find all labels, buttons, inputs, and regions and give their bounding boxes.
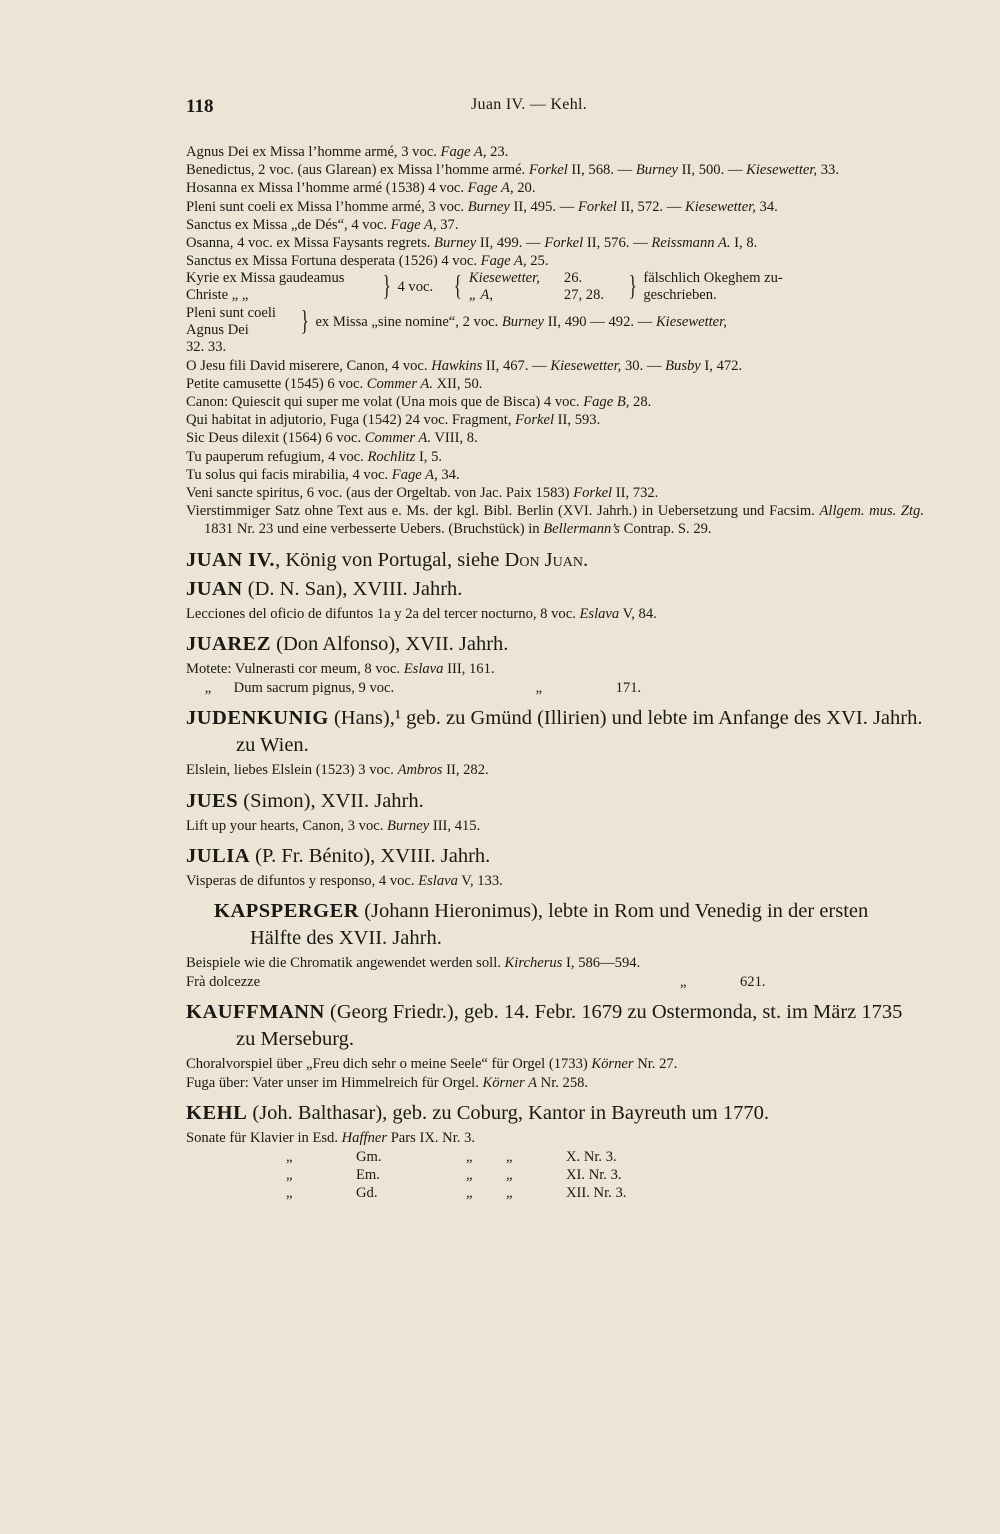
ditto-mark: „ xyxy=(680,973,687,990)
brace-right: } xyxy=(382,270,391,302)
work-title: Osanna, 4 voc. ex Missa Faysants regrets. xyxy=(186,235,435,252)
work-key: Em. xyxy=(356,1166,380,1183)
work-title: Qui habitat in adjutorio, Fuga (1542) 24 voc. Fragment, xyxy=(186,412,516,429)
ditto-mark: „ xyxy=(466,1148,473,1165)
kauffmann-works xyxy=(186,1055,924,1092)
pleni-desc: ex Missa „sine nomine“, 2 voc. xyxy=(315,313,502,330)
work-ref: I, 8. xyxy=(730,235,758,252)
work-source: Kiesewetter, xyxy=(746,162,818,179)
work-entry xyxy=(186,161,924,179)
composer-juan-iv xyxy=(186,547,924,574)
work-entry xyxy=(186,954,924,972)
work-source: Burney xyxy=(387,817,430,834)
work-ref: II, 732. xyxy=(612,485,659,502)
work-source: Ambros xyxy=(397,762,443,779)
ditto-mark: „ xyxy=(204,679,212,696)
work-entry xyxy=(186,973,924,991)
work-title: Elslein, liebes Elslein (1523) 3 voc. xyxy=(186,762,398,779)
kyrie-number: 26. xyxy=(563,270,583,287)
work-ref: 23. xyxy=(486,144,509,160)
kyrie-voc: 4 voc. xyxy=(397,278,434,295)
work-ref: 34. xyxy=(755,198,778,215)
work-entry xyxy=(186,393,924,411)
work-title: Vulnerasti cor meum, 8 voc. xyxy=(234,661,404,678)
composer-name: JUDENKUNIG xyxy=(186,707,329,730)
kyrie-note-1: fälschlich Okeghem zu- xyxy=(643,270,783,287)
work-source: Burney xyxy=(635,162,679,179)
work-ref: 25. xyxy=(526,253,549,270)
brace-pleni: } xyxy=(300,305,309,337)
composer-name: KAPSPERGER xyxy=(214,900,360,923)
work-entry xyxy=(186,761,924,779)
work-title: Sanctus ex Missa „de Dés“, 4 voc. xyxy=(186,216,391,233)
work-source: Forkel xyxy=(573,485,613,502)
composer-name: KEHL xyxy=(186,1102,248,1125)
work-source: Fage A, xyxy=(440,144,487,160)
work-entry xyxy=(186,872,924,890)
work-ref: 621. xyxy=(740,973,766,990)
work-ref: I, 472. xyxy=(700,357,743,374)
work-title: Lecciones del oficio de difuntos 1a y 2a del tercer nocturno, 8 voc. xyxy=(186,605,580,622)
brace-right-2: } xyxy=(628,270,637,302)
work-entry xyxy=(186,234,924,252)
work-entry xyxy=(186,605,924,623)
work-source: Forkel xyxy=(577,198,617,215)
composer-jues xyxy=(186,788,924,815)
work-source: Körner A xyxy=(482,1074,537,1091)
composer-kapsperger xyxy=(186,898,924,952)
composer-info: (D. N. San), XVIII. Jahrh. xyxy=(242,577,463,600)
work-title: Tu solus qui facis mirabilia, 4 voc. xyxy=(186,466,392,483)
work-title: Veni sancte spiritus, 6 voc. (aus der Orgeltab. von Jac. Paix 1583) xyxy=(186,485,574,502)
work-ref: II, 282. xyxy=(442,762,489,779)
work-entry xyxy=(186,448,924,466)
work-entry xyxy=(186,466,924,484)
work-ref: II, 572. — xyxy=(616,198,685,215)
work-label: Motete: xyxy=(186,661,232,678)
work-source: Eslava xyxy=(403,661,444,678)
work-entry xyxy=(186,143,924,161)
work-title: Sic Deus dilexit (1564) 6 voc. xyxy=(186,430,365,447)
entries-mid xyxy=(186,357,924,539)
pleni-line: Pleni sunt coeli xyxy=(186,305,276,322)
work-ref: V, 84. xyxy=(619,605,657,622)
work-title: Fuga über: Vater unser im Himmelreich für Orgel. xyxy=(186,1074,483,1091)
work-entry xyxy=(186,1074,924,1092)
work-ref: 28. xyxy=(629,394,652,411)
work-ref: Nr. 258. xyxy=(537,1074,589,1091)
work-title: Benedictus, 2 voc. (aus Glarean) ex Missa l’homme armé. xyxy=(186,162,529,179)
work-entry xyxy=(186,429,924,447)
work-ref: 34. xyxy=(437,466,460,483)
work-source: Commer A. xyxy=(366,375,433,392)
kyrie-source: Kiesewetter, xyxy=(468,270,540,287)
work-source: Eslava xyxy=(579,605,620,622)
pleni-tail-2: 32. 33. xyxy=(186,339,227,356)
composer-name: JULIA xyxy=(186,845,251,868)
composer-julia xyxy=(186,843,924,870)
work-title: Choralvorspiel über „Freu dich sehr o meine Seele“ für Orgel (1733) xyxy=(186,1056,592,1073)
work-entry xyxy=(186,679,924,698)
christe-number: 27, 28. xyxy=(563,286,605,303)
composer-name: KAUFFMANN xyxy=(186,1001,325,1024)
entries-top xyxy=(186,143,924,270)
kyrie-note-2: geschrieben. xyxy=(643,286,717,303)
work-title: Canon: Quiescit qui super me volat (Una mois que de Bisca) 4 voc. xyxy=(186,394,584,411)
work-ref: Pars IX. Nr. 3. xyxy=(387,1130,476,1147)
work-source: Forkel xyxy=(544,235,584,252)
work-source: Burney xyxy=(467,198,510,215)
work-ref: X. Nr. 3. xyxy=(566,1148,617,1165)
page-number: 118 xyxy=(186,96,214,117)
work-ref: II, 576. — xyxy=(583,235,652,252)
composer-info: (Hans),¹ geb. zu Gmünd (Illirien) und lebte im Anfange des XVI. Jahrh. zu Wien. xyxy=(236,707,923,757)
ditto-mark: „ xyxy=(286,1166,293,1183)
work-source: Forkel xyxy=(528,162,568,179)
running-head: Juan IV. — Kehl. xyxy=(471,96,588,113)
work-ref: III, 161. xyxy=(443,661,495,678)
work-source: Busby xyxy=(665,357,701,374)
work-entry xyxy=(186,411,924,429)
work-entry xyxy=(186,375,924,393)
work-entry xyxy=(186,357,924,375)
work-ref: 20. xyxy=(513,180,536,197)
work-ref: 30. — xyxy=(621,357,666,374)
composer-name: JUAN IV. xyxy=(186,548,276,571)
work-source: Reissmann A. xyxy=(651,235,731,252)
work-ref: II, 467. — xyxy=(482,357,551,374)
composer-info: (Johann Hieronimus), lebte in Rom und Venedig in der ersten Hälfte des XVII. Jahrh. xyxy=(250,900,869,950)
work-ref: XII, 50. xyxy=(432,375,483,392)
work-source: Fage A, xyxy=(467,180,514,197)
work-ref: II, 500. — xyxy=(678,162,747,179)
work-source: Burney xyxy=(434,235,477,252)
work-source: Kircherus xyxy=(504,955,563,972)
ditto-mark: „ xyxy=(506,1148,513,1165)
work-title: Sonate für Klavier in Esd. xyxy=(186,1130,342,1147)
work-entry xyxy=(186,198,924,216)
work-entry xyxy=(186,1148,924,1166)
work-entry xyxy=(186,179,924,197)
work-source: Bellermann’s xyxy=(543,521,620,538)
work-ref: 1831 Nr. 23 und eine verbesserte Uebers. (Bruchstück) in xyxy=(204,521,544,538)
work-source: Kiesewetter, xyxy=(684,198,756,215)
page-header xyxy=(186,96,920,126)
pleni-source-2: Kiesewetter, xyxy=(655,313,727,330)
work-source: Rochlitz xyxy=(367,448,416,465)
kehl-ditto-rows xyxy=(186,1148,924,1203)
agnus-line: Agnus Dei xyxy=(186,321,249,338)
work-ref: I, 586—594. xyxy=(562,955,641,972)
work-ref: XII. Nr. 3. xyxy=(566,1185,627,1202)
composer-judenkunig xyxy=(186,705,924,759)
work-key: Gd. xyxy=(356,1185,378,1202)
work-entry xyxy=(186,1184,924,1202)
work-source: Fage A, xyxy=(480,253,527,270)
work-source: Fage A, xyxy=(391,466,438,483)
work-ref: V, 133. xyxy=(457,873,503,890)
composer-info: (Joh. Balthasar), geb. zu Coburg, Kantor in Bayreuth um 1770. xyxy=(247,1102,769,1125)
pleni-continuation xyxy=(186,338,924,356)
composer-name: JUAN xyxy=(186,577,243,600)
work-source: Forkel xyxy=(515,412,555,429)
work-entry xyxy=(186,817,924,835)
pleni-text xyxy=(315,314,726,331)
work-title: Dum sacrum pignus, 9 voc. xyxy=(233,679,395,696)
work-ref: VIII, 8. xyxy=(430,430,478,447)
work-ref: 171. xyxy=(615,679,642,696)
composer-kehl xyxy=(186,1100,924,1127)
work-ref: II, 499. — xyxy=(476,235,545,252)
composer-info: , König von Portugal, siehe xyxy=(275,548,505,571)
work-entry xyxy=(186,502,924,538)
work-title: Lift up your hearts, Canon, 3 voc. xyxy=(186,817,388,834)
work-title: Hosanna ex Missa l’homme armé (1538) 4 voc. xyxy=(186,180,468,197)
ditto-mark: „ xyxy=(286,1185,293,1202)
work-entry xyxy=(186,216,924,234)
composer-juarez xyxy=(186,631,924,658)
work-entry xyxy=(186,660,924,679)
work-entry xyxy=(186,1166,924,1184)
work-source: Körner xyxy=(591,1056,634,1073)
work-source: Hawkins xyxy=(431,357,483,374)
ditto-mark: „ xyxy=(466,1166,473,1183)
page-body xyxy=(186,143,924,1203)
composer-kauffmann xyxy=(186,999,924,1053)
work-ref: III, 415. xyxy=(429,817,481,834)
work-title: O Jesu fili David miserere, Canon, 4 voc. xyxy=(186,357,432,374)
work-entry xyxy=(186,1129,924,1147)
composer-name: JUES xyxy=(186,789,239,812)
work-ref: Nr. 27. xyxy=(633,1056,678,1073)
pleni-block xyxy=(186,305,924,338)
work-ref: 33. xyxy=(817,162,839,179)
ditto-mark: „ xyxy=(506,1166,513,1183)
work-title: Petite camusette (1545) 6 voc. xyxy=(186,375,367,392)
work-key: Gm. xyxy=(356,1148,382,1165)
work-ref: II, 593. xyxy=(554,412,601,429)
composer-name: JUAREZ xyxy=(186,633,272,656)
work-entry xyxy=(186,484,924,502)
work-source: Eslava xyxy=(418,873,458,890)
work-ref: XI. Nr. 3. xyxy=(566,1166,622,1183)
ditto-mark: „ xyxy=(286,1148,293,1165)
work-title: Agnus Dei ex Missa l’homme armé, 3 voc. xyxy=(186,144,441,160)
work-title: Visperas de difuntos y responso, 4 voc. xyxy=(186,873,419,890)
christe-source: „ A, xyxy=(468,286,493,303)
work-entry xyxy=(186,1055,924,1073)
pleni-source: Burney xyxy=(501,313,545,330)
composer-juan-san xyxy=(186,576,924,603)
work-title: Frà dolcezze xyxy=(186,973,261,990)
composer-info: (Don Alfonso), XVII. Jahrh. xyxy=(271,633,509,656)
composer-info: (Georg Friedr.), geb. 14. Febr. 1679 zu Ostermonda, st. im März 1735 zu Merseburg. xyxy=(236,1001,903,1051)
cross-reference: Don Juan. xyxy=(504,548,589,571)
work-entry xyxy=(186,252,924,270)
christe-line: Christe „ „ xyxy=(186,286,249,303)
work-ref: I, 5. xyxy=(415,448,443,465)
work-ref: Contrap. S. 29. xyxy=(619,521,712,538)
composer-info: (Simon), XVII. Jahrh. xyxy=(238,789,424,812)
work-title: Pleni sunt coeli ex Missa l’homme armé, 3 voc. xyxy=(186,198,468,215)
work-source: Fage B, xyxy=(583,394,630,411)
work-ref: II, 568. — xyxy=(567,162,636,179)
kyrie-line: Kyrie ex Missa gaudeamus xyxy=(186,270,345,287)
kyrie-block xyxy=(186,270,924,303)
ditto-mark: „ xyxy=(506,1185,513,1202)
work-ref: II, 495. — xyxy=(509,198,578,215)
work-title: Vierstimmiger Satz ohne Text aus e. Ms. der kgl. Bibl. Berlin (XVI. Jahrh.) in Uebersetzung und Facsim. xyxy=(186,503,820,520)
work-source: Haffner xyxy=(341,1130,388,1147)
ditto-mark: „ xyxy=(466,1185,473,1202)
ditto-mark: „ xyxy=(535,679,543,696)
work-title: Sanctus ex Missa Fortuna desperata (1526) 4 voc. xyxy=(186,253,481,270)
work-source: Commer A. xyxy=(364,430,431,447)
work-source: Kiesewetter, xyxy=(550,357,622,374)
pleni-tail: II, 490 — 492. — xyxy=(544,313,656,330)
work-ref: 37. xyxy=(436,216,459,233)
composer-info: (P. Fr. Bénito), XVIII. Jahrh. xyxy=(250,845,491,868)
work-title: Beispiele wie die Chromatik angewendet werden soll. xyxy=(186,955,505,972)
work-title: Tu pauperum refugium, 4 voc. xyxy=(186,448,368,465)
work-source: Fage A, xyxy=(390,216,437,233)
brace-left: { xyxy=(454,270,463,302)
work-source: Allgem. mus. Ztg. xyxy=(819,503,925,520)
